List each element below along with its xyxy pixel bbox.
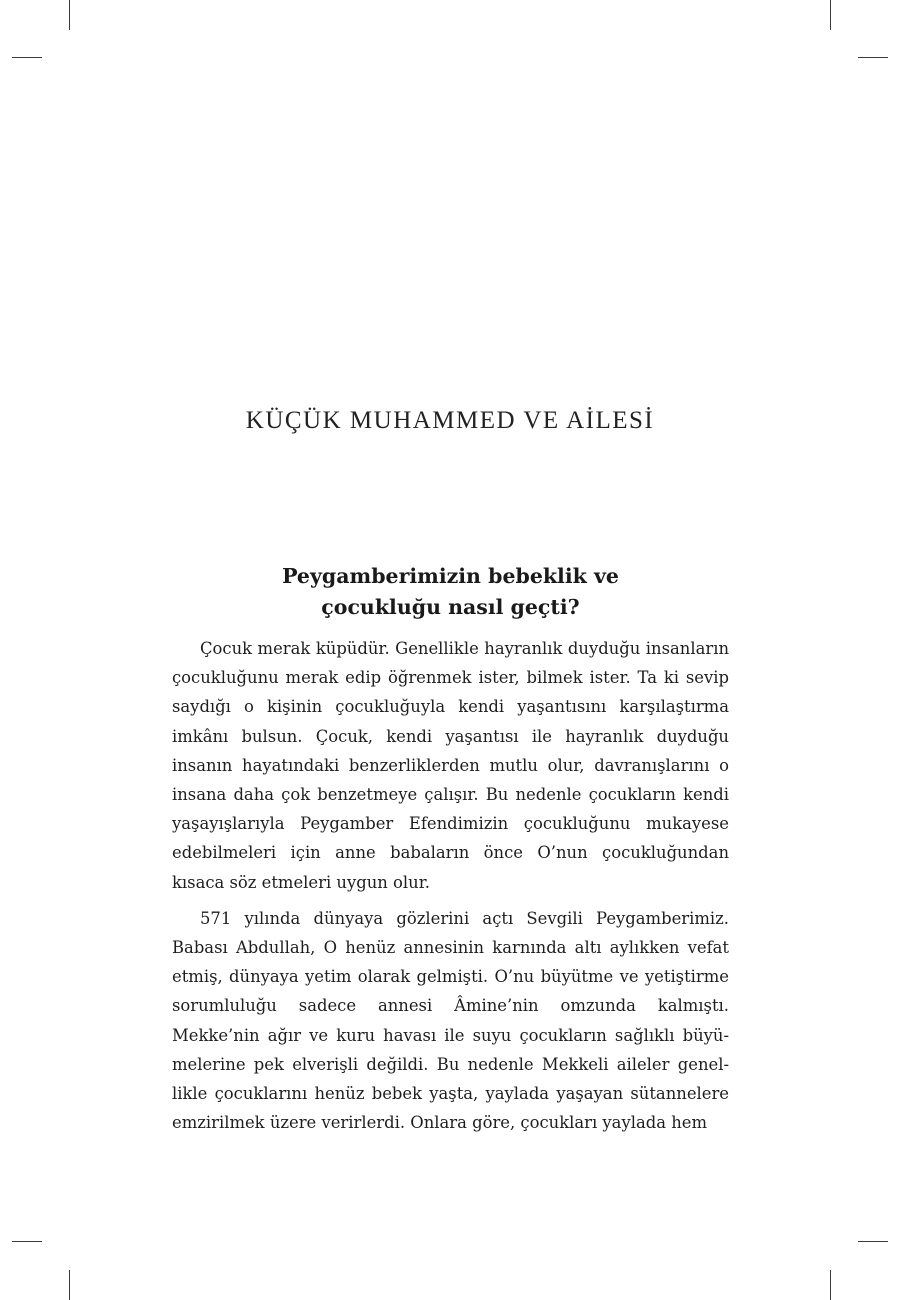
crop-mark-bottom-right-vertical bbox=[830, 1270, 831, 1300]
crop-mark-bottom-left-vertical bbox=[69, 1270, 70, 1300]
crop-mark-top-left-horizontal bbox=[12, 57, 42, 58]
paragraph-1: Çocuk merak küpüdür. Genellikle hayranlık duyduğu insanların çocukluğunu merak edip öğrenmek ister, bilmek ister. Ta ki sevip saydığı o kişinin çocukluğuyla kendi yaşantısını karşılaştırma imkânı bulsun. Çocuk, kendi yaşantısı ile hayranlık duyduğu insanın hayatındaki benzerliklerden mutlu olur, davranışlarını o insana daha çok benzetmeye çalışır. Bu nedenle çocukların kendi yaşayışlarıyla Peygamber Efendimizin çocukluğunu mukayese edebilmeleri için anne babaların önce O’nun çocukluğundan kısaca söz etmeleri uygun olur. bbox=[172, 639, 729, 892]
crop-mark-bottom-right-horizontal bbox=[858, 1241, 888, 1242]
paragraph-2: 571 yılında dünyaya gözlerini açtı Sevgili Peygamberimiz. Babası Abdullah, O henüz annesinin karnında altı aylıkken vefat etmiş, dünyaya yetim olarak gelmişti. O’nu büyütme ve yetiştirme sorumluluğu sadece annesi Âmine’nin omzunda kalmıştı. Mekke’nin ağır ve kuru havası ile suyu çocukların sağlıklı büyümelerine pek elverişli değildi. Bu nedenle Mekkeli aileler genellikle çocuklarını henüz bebek yaşta, yaylada yaşayan sütannelere emzirilmek üzere verirlerdi. Onlara göre, çocukları yaylada hem bbox=[172, 908, 729, 1133]
section-question bbox=[172, 561, 729, 623]
section-question-line-2: çocukluğu nasıl geçti? bbox=[321, 595, 580, 619]
body-text bbox=[172, 634, 729, 1144]
section-question-line-1: Peygamberimizin bebeklik ve bbox=[282, 564, 619, 588]
chapter-title: KÜÇÜK MUHAMMED VE AİLESİ bbox=[245, 407, 655, 434]
crop-mark-top-right-vertical bbox=[830, 0, 831, 30]
crop-mark-top-left-vertical bbox=[69, 0, 70, 30]
crop-mark-bottom-left-horizontal bbox=[12, 1241, 42, 1242]
crop-mark-top-right-horizontal bbox=[858, 57, 888, 58]
